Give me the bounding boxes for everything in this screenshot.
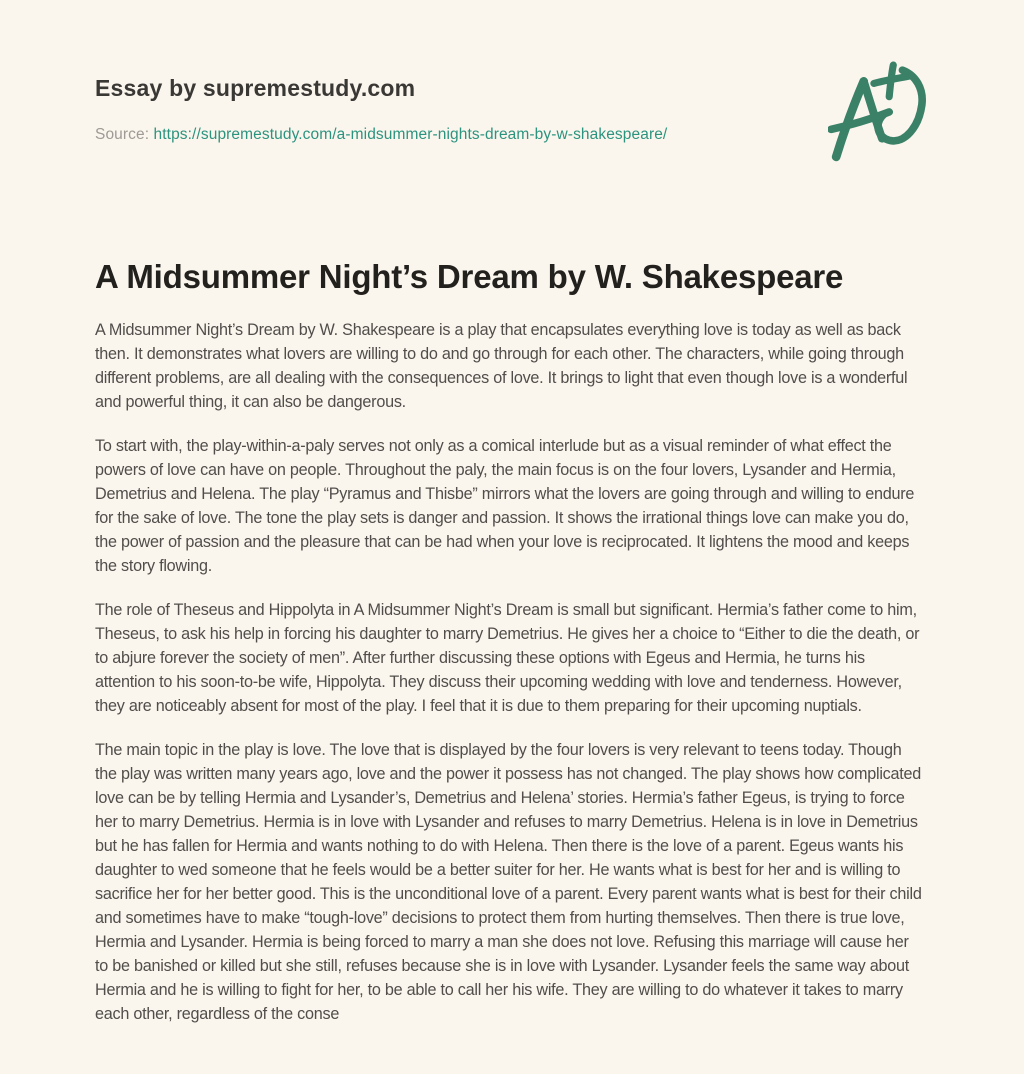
essay-title: A Midsummer Night’s Dream by W. Shakespeare bbox=[95, 258, 844, 295]
page-header bbox=[95, 75, 925, 145]
essay-paragraph-2: To start with, the play-within-a-paly serves not only as a comical interlude but as a visual reminder of what effect the powers of love can have on people. Throughout the paly, the main focus is on the four lovers, Lysander and Hermia, Demetrius and Helena. The play “Pyramus and Thisbe” mirrors what the lovers are going through and willing to endure for the sake of love. The tone the play sets is danger and passion. It shows the irrational things love can make you do, the power of passion and the pleasure that can be had when your love is reciprocated. It lightens the mood and keeps the story flowing. bbox=[95, 437, 915, 575]
source-label: Source: bbox=[95, 126, 150, 143]
essay-paragraph-1: A Midsummer Night’s Dream by W. Shakespeare is a play that encapsulates everything love is today as well as back then. It demonstrates what lovers are willing to do and go through for each other. The characters, while going through different problems, are all dealing with the consequences of love. It brings to light that even though love is a wonderful and powerful thing, it can also be dangerous. bbox=[95, 321, 908, 411]
source-line bbox=[95, 125, 925, 145]
a-plus-logo-icon bbox=[828, 60, 930, 166]
essay-content bbox=[95, 257, 925, 1026]
essay-paragraph-4: The main topic in the play is love. The love that is displayed by the four lovers is very relevant to teens today. Though the play was written many years ago, love and the power it possess has not changed. The play shows how complicated love can be by telling Hermia and Lysander’s, Demetrius and Helena’ stories. Hermia’s father Egeus, is trying to force her to marry Demetrius. Hermia is in love with Lysander and refuses to marry Demetrius. Helena is in love in Demetrius but he has fallen for Hermia and wants nothing to do with Helena. Then there is the love of a parent. Egeus wants his daughter to wed someone that he feels would be a better suiter for her. He wants what is best for her and is willing to sacrifice her for her better good. This is the unconditional love of a parent. Every parent wants what is best for their child and sometimes have to make “tough-love” decisions to protect them from hurting themselves. Then there is true love, Hermia and Lysander. Hermia is being forced to marry a man she does not love. Refusing this marriage will cause her to be banished or killed but she still, refuses because she is in love with Lysander. Lysander feels the same way about Hermia and he is willing to fight for her, to be able to call her his wife. They are willing to do whatever it takes to marry each other, regardless of the conse bbox=[95, 741, 922, 1023]
essay-paragraph-3: The role of Theseus and Hippolyta in A Midsummer Night’s Dream is small but significant. Hermia’s father come to him, Theseus, to ask his help in forcing his daughter to marry Demetrius. He gives her a choice to “Either to die the death, or to abjure forever the society of men”. After further discussing these options with Egeus and Hermia, he turns his attention to his soon-to-be wife, Hippolyta. They discuss their upcoming wedding with love and tenderness. However, they are noticeably absent for most of the play. I feel that it is due to them preparing for their upcoming nuptials. bbox=[95, 601, 920, 715]
site-heading: Essay by supremestudy.com bbox=[95, 75, 416, 101]
source-link[interactable]: https://supremestudy.com/a-midsummer-nights-dream-by-w-shakespeare/ bbox=[153, 126, 668, 143]
